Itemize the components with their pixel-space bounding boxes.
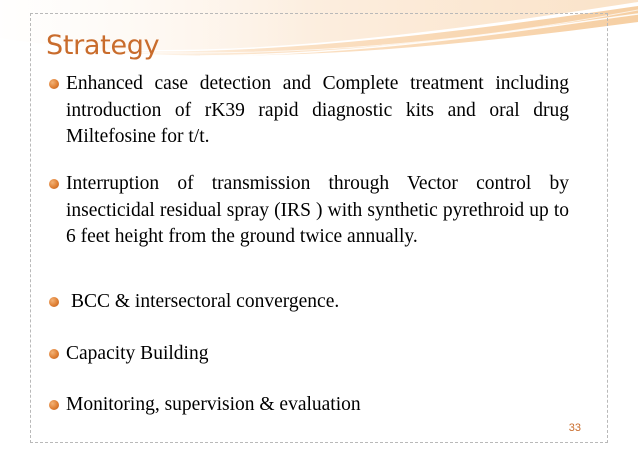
bullet-item bbox=[48, 171, 569, 251]
bullet-item bbox=[48, 392, 569, 419]
bullet-item bbox=[48, 289, 569, 316]
page-number: 33 bbox=[568, 422, 581, 434]
bullet-dot-icon bbox=[49, 297, 59, 307]
bullet-text: Monitoring, supervision & evaluation bbox=[66, 394, 361, 415]
bullet-text: Interruption of transmission through Vector control by insecticidal residual spray (IRS ) with synthetic pyrethroid up to 6 feet height from the ground twice annually. bbox=[66, 173, 569, 247]
bullet-text: BCC & intersectoral convergence. bbox=[71, 291, 340, 312]
bullet-item bbox=[48, 341, 569, 368]
bullet-dot-icon bbox=[49, 79, 59, 89]
bullet-dot-icon bbox=[49, 349, 59, 359]
bullet-dot-icon bbox=[49, 179, 59, 189]
bullet-text: Enhanced case detection and Complete treatment including introduction of rK39 rapid diagnostic kits and oral drug Miltefosine for t/t. bbox=[66, 73, 569, 147]
slide-title: Strategy bbox=[46, 30, 160, 61]
bullet-text: Capacity Building bbox=[66, 343, 209, 364]
bullet-item bbox=[48, 71, 569, 151]
bullet-dot-icon bbox=[49, 400, 59, 410]
